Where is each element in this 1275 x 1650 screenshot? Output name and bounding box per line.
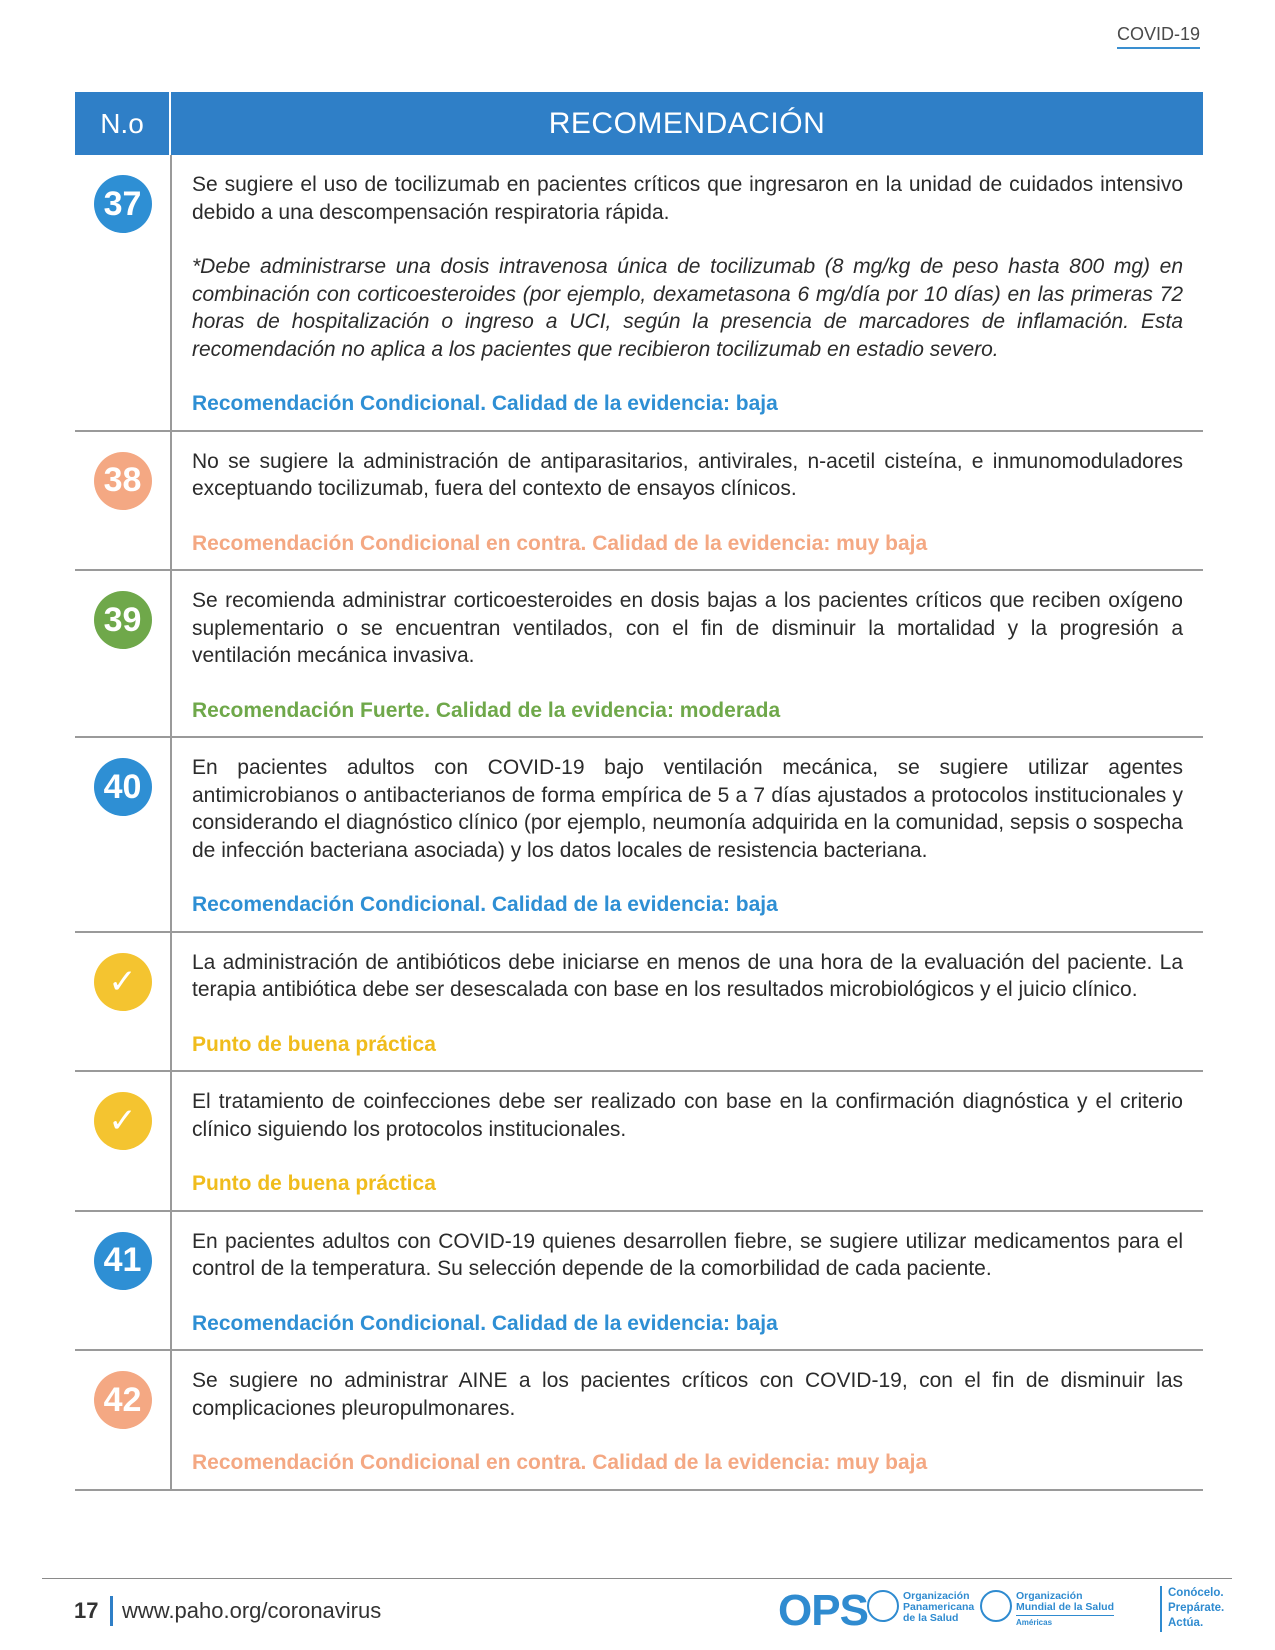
footer-divider (42, 1578, 1232, 1579)
page-number: 17 (74, 1598, 99, 1623)
row-number-cell (75, 933, 172, 1071)
recommendations-table (75, 92, 1203, 1491)
recommendation-cell (172, 933, 1203, 1071)
row-number-cell (75, 432, 172, 570)
evidence-rating: Punto de buena práctica (192, 1032, 436, 1056)
recommendation-text: La administración de antibióticos debe iniciarse en menos de una hora de la evaluación del paciente. La terapia antibiótica debe ser desescalada con base en los resultados microbiológicos y el juicio clínico. (192, 950, 1183, 1001)
table-row (75, 1072, 1203, 1212)
header-recommendation: RECOMENDACIÓN (548, 106, 826, 140)
table-header (75, 92, 1203, 155)
footer-url[interactable]: www.paho.org/coronavirus (122, 1598, 382, 1623)
evidence-rating: Recomendación Condicional en contra. Calidad de la evidencia: muy baja (192, 531, 928, 555)
recommendation-cell (172, 1072, 1203, 1210)
recommendation-cell (172, 155, 1203, 430)
recommendation-cell (172, 1351, 1203, 1489)
recommendation-text: En pacientes adultos con COVID-19 bajo ventilación mecánica, se sugiere utilizar agentes antimicrobianos o antibacterianos de forma empírica de 5 a 7 días ajustados a protocolos institucionales y considerando el diagnóstico clínico (por ejemplo, neumonía adquirida en la comunidad, sepsis o sospecha de infección bacteriana asociada) y los datos locales de resistencia bacteriana. (192, 756, 1183, 862)
recommendation-text: Se recomienda administrar corticoesteroides en dosis bajas a los pacientes críticos que reciben oxígeno suplementario o se encuentran ventilados, con el fin de disminuir la mortalidad y la progresión a ventilación mecánica invasiva. (192, 589, 1183, 667)
table-body (75, 155, 1203, 1491)
evidence-rating: Recomendación Condicional. Calidad de la evidencia: baja (192, 1311, 778, 1335)
table-row (75, 1212, 1203, 1352)
paho-name: Organización Panamericana de la Salud (903, 1590, 975, 1624)
evidence-rating: Recomendación Condicional. Calidad de la evidencia: baja (192, 893, 778, 916)
number-badge: 38 (94, 452, 152, 510)
paho-seal-icon (867, 1590, 899, 1622)
row-number-cell (75, 1351, 172, 1489)
recommendation-text: Se sugiere no administrar AINE a los pacientes críticos con COVID-19, con el fin de disminuir las complicaciones pleuropulmonares. (192, 1369, 1183, 1420)
who-seal-icon (980, 1590, 1012, 1622)
table-row (75, 571, 1203, 738)
ops-logo: OPS (778, 1586, 868, 1635)
who-name: Organización Mundial de la Salud Américas (1016, 1590, 1115, 1627)
motto: Conócelo. Prepárate. Actúa. (1168, 1587, 1225, 1629)
checkmark-badge-icon: ✓ (94, 1092, 152, 1150)
row-number-cell (75, 155, 172, 430)
table-row (75, 933, 1203, 1073)
row-number-cell (75, 738, 172, 931)
recommendation-cell (172, 1212, 1203, 1350)
motto-divider (1160, 1586, 1162, 1632)
page-separator (110, 1596, 113, 1626)
number-badge: 41 (94, 1232, 152, 1290)
evidence-rating: Recomendación Condicional. Calidad de la evidencia: baja (192, 392, 778, 415)
number-badge: 42 (94, 1371, 152, 1429)
evidence-rating: Recomendación Fuerte. Calidad de la evidencia: moderada (192, 698, 781, 722)
table-row (75, 155, 1203, 432)
number-badge: 39 (94, 591, 152, 649)
recommendation-cell (172, 738, 1203, 931)
recommendation-text: No se sugiere la administración de antiparasitarios, antivirales, n-acetil cisteína, e inmunomoduladores exceptuando tocilizumab, fuera del contexto de ensayos clínicos. (192, 449, 1183, 500)
number-badge: 40 (94, 758, 152, 816)
evidence-rating: Recomendación Condicional en contra. Calidad de la evidencia: muy baja (192, 1451, 928, 1474)
table-row (75, 738, 1203, 933)
table-row (75, 432, 1203, 572)
row-number-cell (75, 1072, 172, 1210)
table-row (75, 1351, 1203, 1491)
header-number: N.o (75, 92, 171, 155)
recommendation-text: Se sugiere el uso de tocilizumab en pacientes críticos que ingresaron en la unidad de cuidados intensivo debido a una descompensación respiratoria rápida. (192, 173, 1183, 224)
recommendation-text: El tratamiento de coinfecciones debe ser realizado con base en la confirmación diagnóstica y el criterio clínico siguiendo los protocolos institucionales. (192, 1090, 1183, 1141)
row-number-cell (75, 1212, 172, 1350)
recommendation-cell (172, 571, 1203, 736)
recommendation-note: *Debe administrarse una dosis intravenosa única de tocilizumab (8 mg/kg de peso hasta 800 mg) en combinación con corticoesteroides (por ejemplo, dexametasona 6 mg/día por 10 días) en las primeras 72 horas de hospitalización o ingreso a UCI, según la presencia de marcadores de inflamación. Esta recomendación no aplica a los pacientes que recibieron tocilizumab en estadio severo. (192, 255, 1183, 361)
evidence-rating: Punto de buena práctica (192, 1172, 436, 1195)
recommendation-text: En pacientes adultos con COVID-19 quienes desarrollen fiebre, se sugiere utilizar medicamentos para el control de la temperatura. Su selección depende de la comorbilidad de cada paciente. (192, 1229, 1183, 1280)
section-label: COVID-19 (1117, 24, 1200, 49)
number-badge: 37 (94, 175, 152, 233)
recommendation-cell (172, 432, 1203, 570)
checkmark-badge-icon: ✓ (94, 953, 152, 1011)
row-number-cell (75, 571, 172, 736)
